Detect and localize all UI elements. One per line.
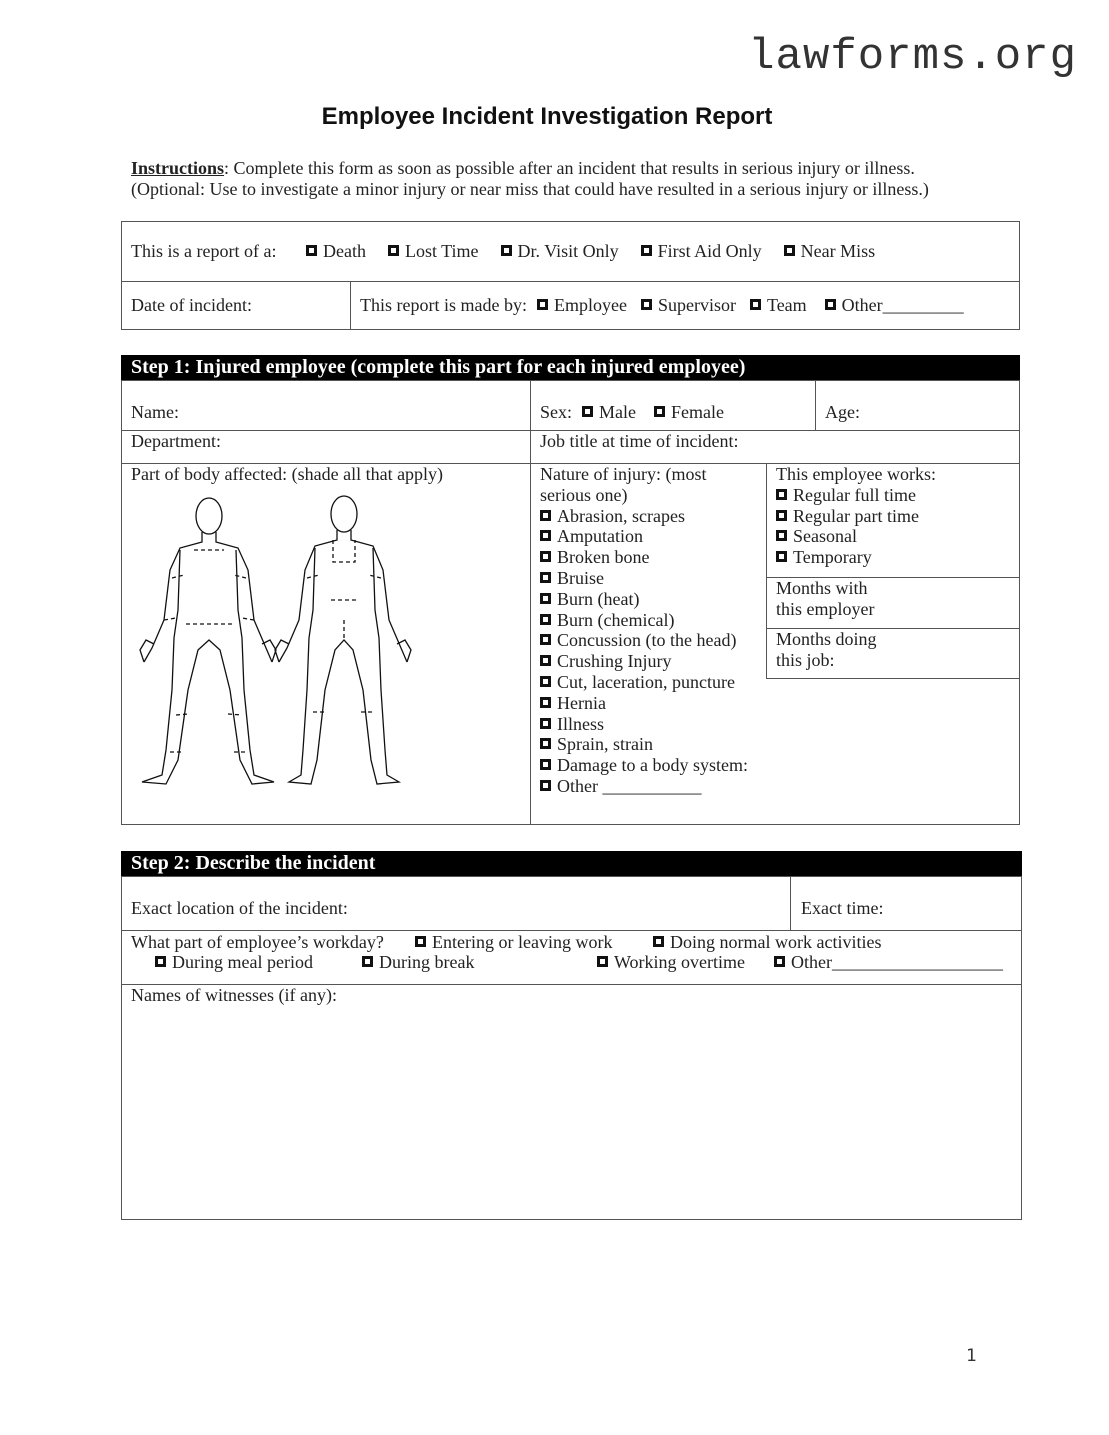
checkbox-icon — [540, 530, 551, 541]
age-label: Age: — [825, 402, 860, 422]
nature-option[interactable]: Illness — [540, 714, 748, 735]
body-diagram[interactable] — [136, 490, 416, 790]
made-by-other[interactable]: Other_________ — [825, 295, 964, 316]
checkbox-icon — [540, 572, 551, 583]
sex-female[interactable]: Female — [654, 402, 724, 423]
sex-male[interactable]: Male — [582, 402, 636, 423]
page-title: Employee Incident Investigation Report — [321, 103, 773, 130]
nature-option[interactable]: Crushing Injury — [540, 651, 748, 672]
made-by-team[interactable]: Team — [750, 295, 807, 316]
step2-header: Step 2: Describe the incident — [121, 851, 1022, 877]
months-doing-job[interactable]: Months doing this job: — [776, 629, 877, 670]
body-front-figure — [140, 498, 276, 784]
nature-option[interactable]: Amputation — [540, 526, 748, 547]
name-label: Name: — [131, 402, 179, 422]
checkbox-icon — [501, 245, 512, 256]
checkbox-icon — [537, 299, 548, 310]
checkbox-icon — [540, 510, 551, 521]
instructions-line2: (Optional: Use to investigate a minor injury or near miss that could have resulted in a serious injury or illness.) — [131, 179, 929, 199]
report-option-death[interactable]: Death — [306, 241, 366, 262]
checkbox-icon — [540, 593, 551, 604]
workday-meal-period[interactable]: During meal period — [155, 952, 313, 973]
checkbox-icon — [776, 530, 787, 541]
workday-overtime[interactable]: Working overtime — [597, 952, 745, 973]
nature-of-injury-list — [540, 464, 748, 797]
checkbox-icon — [540, 614, 551, 625]
page-number: 1 — [966, 1346, 977, 1366]
nature-option[interactable]: Other ___________ — [540, 776, 748, 797]
checkbox-icon — [776, 510, 787, 521]
body-part-label: Part of body affected: (shade all that apply) — [131, 464, 444, 484]
nature-option[interactable]: Sprain, strain — [540, 734, 748, 755]
checkbox-icon — [582, 406, 593, 417]
checkbox-icon — [306, 245, 317, 256]
nature-option[interactable]: Cut, laceration, puncture — [540, 672, 748, 693]
checkbox-icon — [388, 245, 399, 256]
time-label: Exact time: — [801, 898, 884, 918]
nature-option[interactable]: Burn (chemical) — [540, 610, 748, 631]
checkbox-icon — [776, 489, 787, 500]
checkbox-icon — [784, 245, 795, 256]
workday-label: What part of employee’s workday? — [131, 932, 384, 952]
report-option-dr-visit[interactable]: Dr. Visit Only — [501, 241, 619, 262]
checkbox-icon — [362, 956, 373, 967]
checkbox-icon — [540, 655, 551, 666]
checkbox-icon — [750, 299, 761, 310]
report-type-label: This is a report of a: — [131, 241, 277, 261]
checkbox-icon — [415, 936, 426, 947]
nature-option[interactable]: Damage to a body system: — [540, 755, 748, 776]
witnesses-field[interactable] — [125, 1010, 1017, 1215]
checkbox-icon — [641, 245, 652, 256]
workday-entering-leaving[interactable]: Entering or leaving work — [415, 932, 612, 953]
report-option-near-miss[interactable]: Near Miss — [784, 241, 876, 262]
works-label: This employee works: — [776, 464, 936, 484]
checkbox-icon — [540, 780, 551, 791]
nature-option[interactable]: Burn (heat) — [540, 589, 748, 610]
body-back-figure — [275, 496, 411, 784]
department-label: Department: — [131, 431, 221, 451]
instructions — [131, 158, 1031, 200]
checkbox-icon — [540, 676, 551, 687]
checkbox-icon — [654, 406, 665, 417]
location-label: Exact location of the incident: — [131, 898, 348, 918]
checkbox-icon — [597, 956, 608, 967]
works-option[interactable]: Regular full time — [776, 485, 936, 506]
checkbox-icon — [540, 634, 551, 645]
instructions-label: Instructions — [131, 158, 225, 178]
nature-label-line1: Nature of injury: (most — [540, 464, 707, 484]
checkbox-icon — [540, 759, 551, 770]
checkbox-icon — [641, 299, 652, 310]
report-option-lost-time[interactable]: Lost Time — [388, 241, 479, 262]
checkbox-icon — [540, 551, 551, 562]
made-by-label: This report is made by: — [360, 295, 527, 315]
nature-option[interactable]: Broken bone — [540, 547, 748, 568]
nature-label-line2: serious one) — [540, 484, 628, 505]
checkbox-icon — [825, 299, 836, 310]
nature-option[interactable]: Concussion (to the head) — [540, 630, 748, 651]
sex-label: Sex: — [540, 402, 573, 422]
checkbox-icon — [776, 551, 787, 562]
witnesses-label: Names of witnesses (if any): — [131, 985, 337, 1005]
job-title-label: Job title at time of incident: — [540, 431, 739, 451]
workday-break[interactable]: During break — [362, 952, 474, 973]
made-by-supervisor[interactable]: Supervisor — [641, 295, 736, 316]
checkbox-icon — [540, 718, 551, 729]
checkbox-icon — [774, 956, 785, 967]
instructions-line1: : Complete this form as soon as possible after an incident that results in serious injury or illness. — [224, 158, 915, 178]
nature-option[interactable]: Hernia — [540, 693, 748, 714]
watermark-logo: lawforms.org — [748, 32, 1077, 82]
checkbox-icon — [653, 936, 664, 947]
report-option-first-aid[interactable]: First Aid Only — [641, 241, 762, 262]
workday-other[interactable]: Other___________________ — [774, 952, 1003, 973]
step1-header: Step 1: Injured employee (complete this part for each injured employee) — [121, 355, 1020, 381]
checkbox-icon — [540, 738, 551, 749]
nature-option[interactable]: Bruise — [540, 568, 748, 589]
checkbox-icon — [540, 697, 551, 708]
nature-option[interactable]: Abrasion, scrapes — [540, 506, 748, 527]
works-option[interactable]: Temporary — [776, 547, 936, 568]
made-by-employee[interactable]: Employee — [537, 295, 627, 316]
works-option[interactable]: Seasonal — [776, 526, 936, 547]
works-option[interactable]: Regular part time — [776, 506, 936, 527]
date-of-incident-label: Date of incident: — [131, 295, 252, 315]
checkbox-icon — [155, 956, 166, 967]
employee-works-list — [776, 464, 936, 568]
months-with-employer[interactable]: Months with this employer — [776, 578, 875, 619]
workday-normal-work[interactable]: Doing normal work activities — [653, 932, 881, 953]
